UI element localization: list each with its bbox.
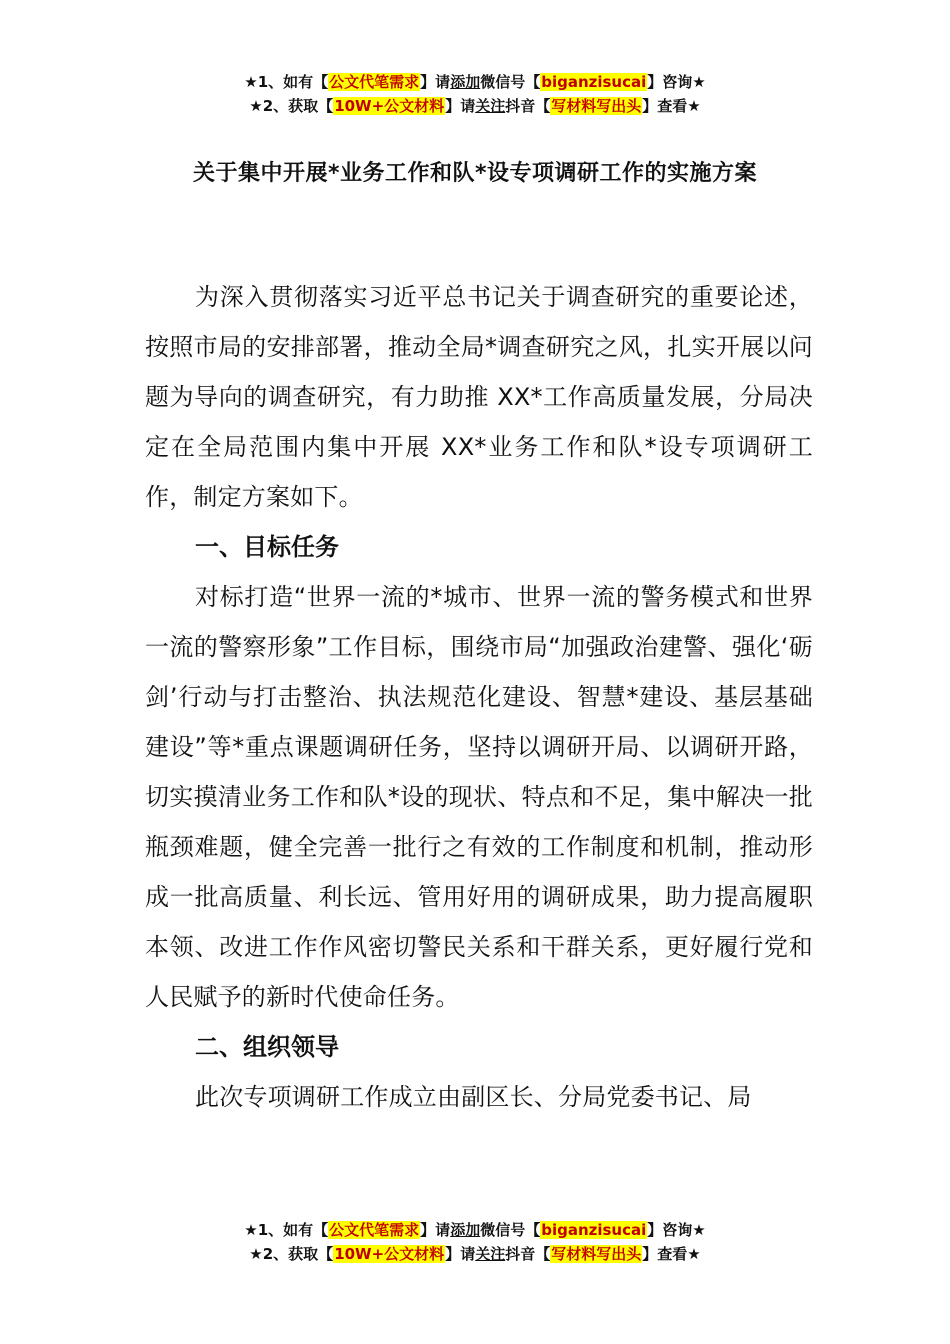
promo-text: 】查看★ xyxy=(642,97,701,115)
promo-line-2 xyxy=(0,1242,950,1266)
promo-text: 】请 xyxy=(420,1221,451,1239)
promo-line-1 xyxy=(0,70,950,94)
promo-underline: 关注 xyxy=(475,97,506,115)
document-body xyxy=(145,272,813,1122)
organization-paragraph: 此次专项调研工作成立由副区长、分局党委书记、局 xyxy=(195,1083,752,1111)
promo-text: 】请 xyxy=(420,73,451,91)
promo-banner-top xyxy=(0,70,950,118)
promo-highlight: 10W+公文材料 xyxy=(334,1245,445,1263)
promo-text: ★2、获取【 xyxy=(249,97,334,115)
promo-highlight: 10W+公文材料 xyxy=(334,97,445,115)
promo-text: 】查看★ xyxy=(642,1245,701,1263)
intro-paragraph: 为深入贯彻落实习近平总书记关于调查研究的重要论述，按照市局的安排部署，推动全局*调查研究之风，扎实开展以问题为导向的调查研究，有力助推 XX*工作高质量发展，分局决定在全局范围内集中开展 XX*业务工作和队*设专项调研工作，制定方案如下。 xyxy=(145,283,813,511)
goals-paragraph: 对标打造“世界一流的*城市、世界一流的警务模式和世界一流的警察形象”工作目标，围绕市局“加强政治建警、强化‘砺剑’行动与打击整治、执法规范化建设、智慧*建设、基层基础建设”等*重点课题调研任务，坚持以调研开局、以调研开路，切实摸清业务工作和队*设的现状、特点和不足，集中解决一批瓶颈难题，健全完善一批行之有效的工作制度和机制，推动形成一批高质量、利长远、管用好用的调研成果，助力提高履职本领、改进工作作风密切警民关系和干群关系，更好履行党和人民赋予的新时代使命任务。 xyxy=(145,583,813,1011)
promo-douyin-id: 写材料写出头 xyxy=(551,1245,642,1263)
promo-underline: 添加 xyxy=(450,1221,481,1239)
promo-text: ★1、如有【 xyxy=(244,1221,329,1239)
promo-underline: 关注 xyxy=(475,1245,506,1263)
promo-wechat-id: biganzisucai xyxy=(541,1221,647,1239)
promo-text: 】咨询★ xyxy=(647,1221,706,1239)
promo-line-1 xyxy=(0,1218,950,1242)
document-title: 关于集中开展*业务工作和队*设专项调研工作的实施方案 xyxy=(192,161,757,186)
promo-line-2 xyxy=(0,94,950,118)
section-heading-organization: 二、组织领导 xyxy=(195,1033,339,1061)
promo-text: 微信号【 xyxy=(480,1221,541,1239)
promo-banner-bottom xyxy=(0,1218,950,1266)
promo-text: ★1、如有【 xyxy=(244,73,329,91)
promo-text: 】请 xyxy=(445,97,476,115)
promo-text: 微信号【 xyxy=(480,73,541,91)
promo-text: ★2、获取【 xyxy=(249,1245,334,1263)
promo-highlight: 公文代笔需求 xyxy=(329,73,420,91)
promo-text: 抖音【 xyxy=(505,97,551,115)
promo-text: 抖音【 xyxy=(505,1245,551,1263)
promo-underline: 添加 xyxy=(450,73,481,91)
section-heading-goals: 一、目标任务 xyxy=(195,533,339,561)
promo-text: 】请 xyxy=(445,1245,476,1263)
promo-text: 】咨询★ xyxy=(647,73,706,91)
promo-douyin-id: 写材料写出头 xyxy=(551,97,642,115)
promo-highlight: 公文代笔需求 xyxy=(329,1221,420,1239)
promo-wechat-id: biganzisucai xyxy=(541,73,647,91)
